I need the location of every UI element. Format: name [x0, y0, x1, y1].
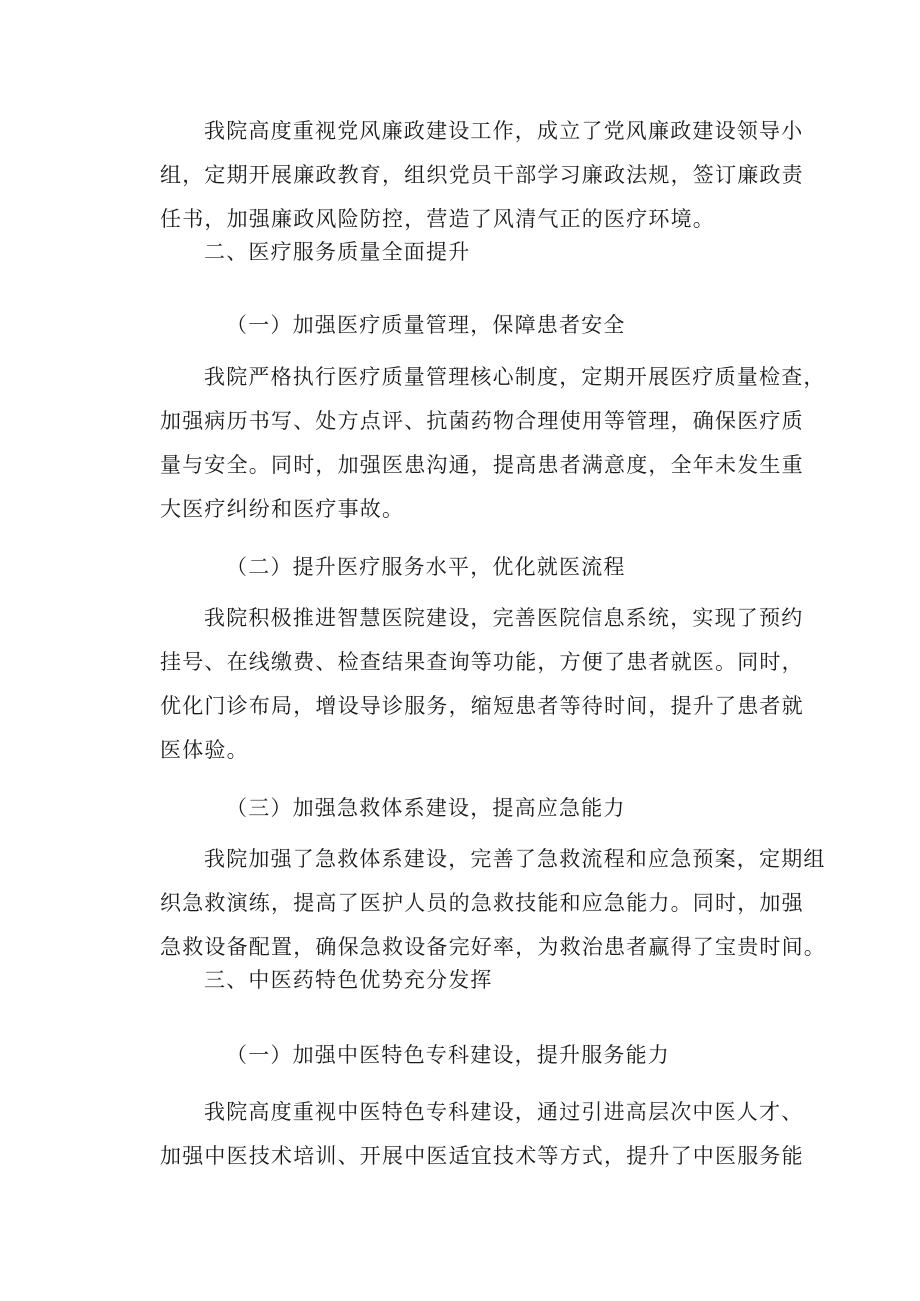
- text-line: 优化门诊布局，增设导诊服务，缩短患者等待时间，提升了患者就: [160, 694, 804, 718]
- text-line: 任书，加强廉政风险防控，营造了风清气正的医疗环境。: [160, 207, 715, 231]
- subheading-2-2: [160, 545, 800, 589]
- heading-text: （一）加强医疗质量管理，保障患者安全: [226, 313, 626, 337]
- text-line: 我院高度重视中医特色专科建设，通过引进高层次中医人才、: [204, 1100, 804, 1124]
- heading-text: 三、中医药特色优势充分发挥: [204, 968, 493, 992]
- text-line: 医体验。: [160, 738, 249, 762]
- paragraph-tcm-specialty: [160, 1090, 804, 1178]
- text-line: 量与安全。同时，加强医患沟通，提高患者满意度，全年未发生重: [160, 453, 804, 477]
- text-line: 加强中医技术培训、开展中医适宜技术等方式，提升了中医服务能: [160, 1144, 804, 1168]
- paragraph-emergency-system: [160, 837, 826, 969]
- text-line: 急救设备配置，确保急救设备完好率，为救治患者赢得了宝贵时间。: [160, 935, 826, 959]
- text-line: 组，定期开展廉政教育，组织党员干部学习廉政法规，签订廉政责: [160, 163, 804, 187]
- heading-text: 二、医疗服务质量全面提升: [204, 240, 471, 264]
- heading-text: （三）加强急救体系建设，提高应急能力: [226, 796, 626, 820]
- heading-text: （一）加强中医特色专科建设，提升服务能力: [226, 1043, 670, 1067]
- text-line: 我院严格执行医疗质量管理核心制度，定期开展医疗质量检查，: [204, 365, 826, 389]
- text-line: 织急救演练，提高了医护人员的急救技能和应急能力。同时，加强: [160, 891, 804, 915]
- text-line: 我院高度重视党风廉政建设工作，成立了党风廉政建设领导小: [204, 119, 804, 143]
- section-heading-3: [160, 958, 800, 1002]
- subheading-2-1: [160, 303, 800, 347]
- paragraph-quality-management: [160, 355, 826, 531]
- section-heading-2: [160, 230, 800, 274]
- text-line: 大医疗纠纷和医疗事故。: [160, 497, 405, 521]
- paragraph-integrity-work: [160, 109, 804, 241]
- text-line: 我院积极推进智慧医院建设，完善医院信息系统，实现了预约: [204, 606, 804, 630]
- paragraph-smart-hospital: [160, 596, 804, 772]
- text-line: 加强病历书写、处方点评、抗菌药物合理使用等管理，确保医疗质: [160, 409, 804, 433]
- subheading-3-1: [160, 1033, 800, 1077]
- text-line: 我院加强了急救体系建设，完善了急救流程和应急预案，定期组: [204, 847, 826, 871]
- text-line: 挂号、在线缴费、检查结果查询等功能，方便了患者就医。同时，: [160, 650, 804, 674]
- subheading-2-3: [160, 786, 800, 830]
- heading-text: （二）提升医疗服务水平，优化就医流程: [226, 555, 626, 579]
